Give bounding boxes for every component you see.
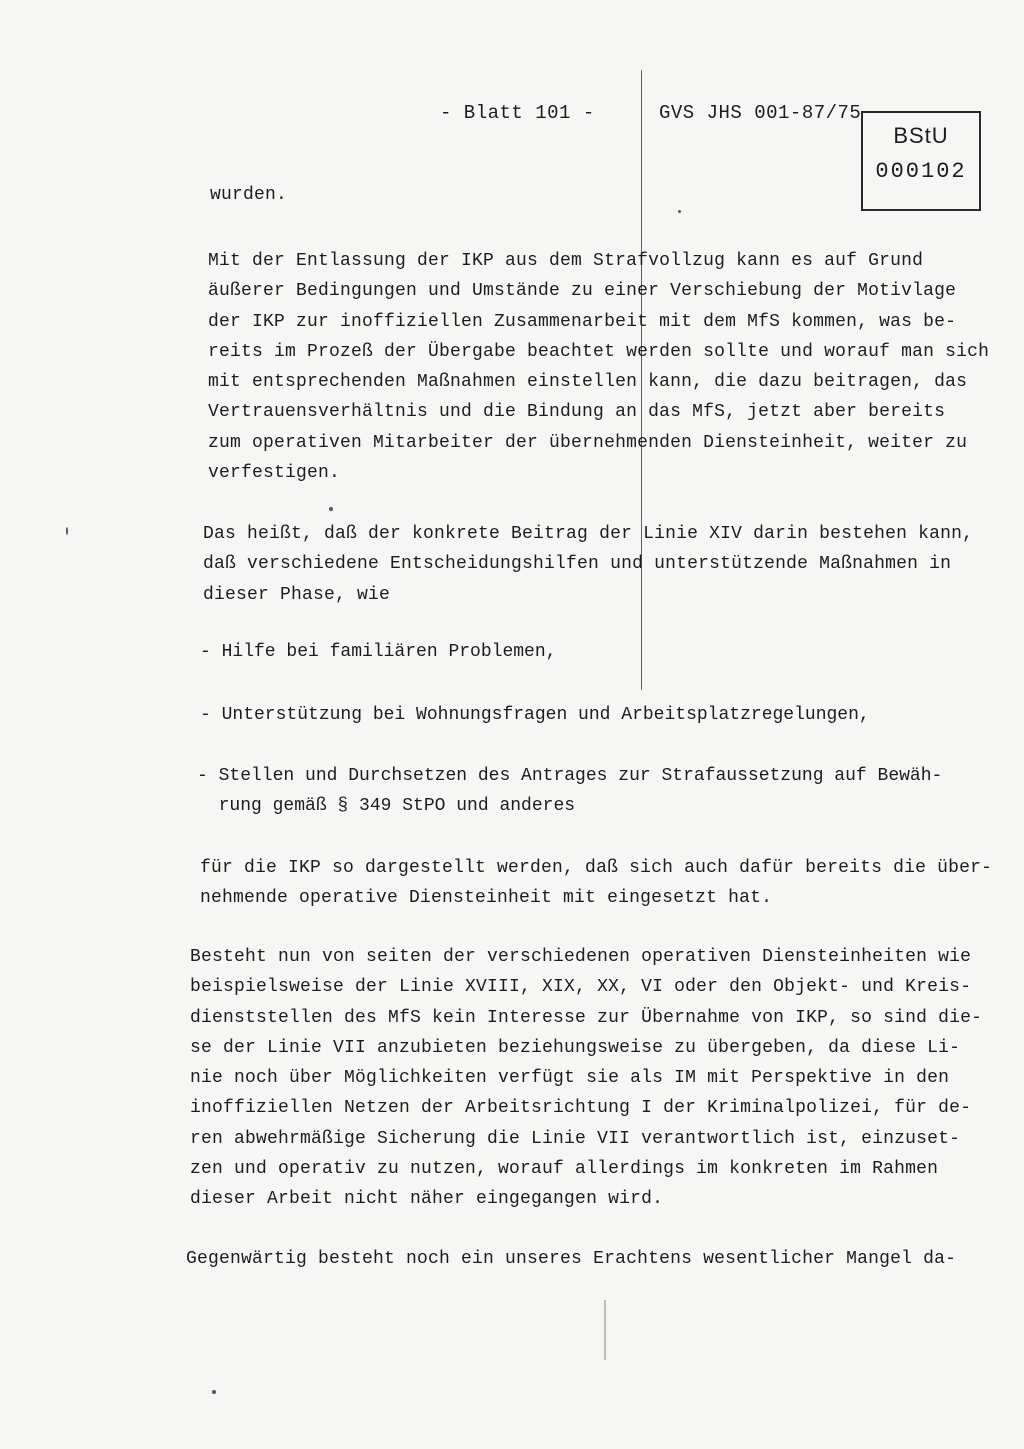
paragraph-deficiency: Gegenwärtig besteht noch ein unseres Erachtens wesentlicher Mangel da-	[186, 1249, 957, 1269]
archive-stamp	[861, 111, 981, 211]
paragraph-release: Mit der Entlassung der IKP aus dem Strafvollzug kann es auf Grund äußerer Bedingungen und Umstände zu einer Verschiebung der Motivlage der IKP zur inoffiziellen Zusammenarbeit mit dem MfS kommen, was be- reits im Prozeß der Übergabe beachtet werden sollte und worauf man sich mit entsprechenden Maßnahmen einstellen kann, die dazu beitragen, das Vertrauensverhältnis und die Bindung an das MfS, jetzt aber bereits zum operativen Mitarbeiter der übernehmenden Diensteinheit, weiter zu verfestigen.	[208, 251, 990, 484]
list-item: - Hilfe bei familiären Problemen,	[200, 642, 557, 662]
stamp-label: BStU	[893, 123, 949, 148]
paragraph-takeover: Besteht nun von seiten der verschiedenen operativen Diensteinheiten wie beispielsweise der Linie XVIII, XIX, XX, VI oder den Objekt- und Kreis- dienststellen des MfS kein Interesse zur Übernahme von IKP, so sind die- se der Linie VII anzubieten beziehungsweise zu übergeben, da diese Li- nie noch über Möglichkeiten verfügt sie als IM mit Perspektive in den inoffiziellen Netzen der Arbeitsrichtung I der Kriminalpolizei, für de- ren abwehrmäßige Sicherung die Linie VII verantwortlich ist, einzuset- zen und operativ zu nutzen, worauf allerdings im konkreten im Rahmen dieser Arbeit nicht näher eingegangen wird.	[190, 947, 983, 1210]
scan-speck	[212, 1390, 216, 1394]
scan-speck	[678, 210, 681, 213]
stamp-number: 000102	[875, 159, 967, 184]
paragraph-contribution: Das heißt, daß der konkrete Beitrag der Linie XIV darin bestehen kann, daß verschiedene Entscheidungshilfen und unterstützende Maßnahmen in dieser Phase, wie	[203, 524, 974, 605]
scan-speck	[604, 1300, 606, 1360]
list-item: - Unterstützung bei Wohnungsfragen und Arbeitsplatzregelungen,	[200, 705, 870, 725]
list-item: - Stellen und Durchsetzen des Antrages zur Strafaussetzung auf Bewäh- rung gemäß § 349 StPO und anderes	[197, 766, 943, 816]
paragraph-presentation: für die IKP so dargestellt werden, daß sich auch dafür bereits die über- nehmende operative Diensteinheit mit eingesetzt hat.	[200, 858, 993, 909]
page-label: - Blatt 101 -	[440, 102, 595, 124]
document-reference: GVS JHS 001-87/75	[659, 102, 862, 124]
paragraph-continuation: wurden.	[210, 185, 288, 205]
scan-speck	[66, 527, 68, 535]
scan-speck	[329, 507, 333, 511]
